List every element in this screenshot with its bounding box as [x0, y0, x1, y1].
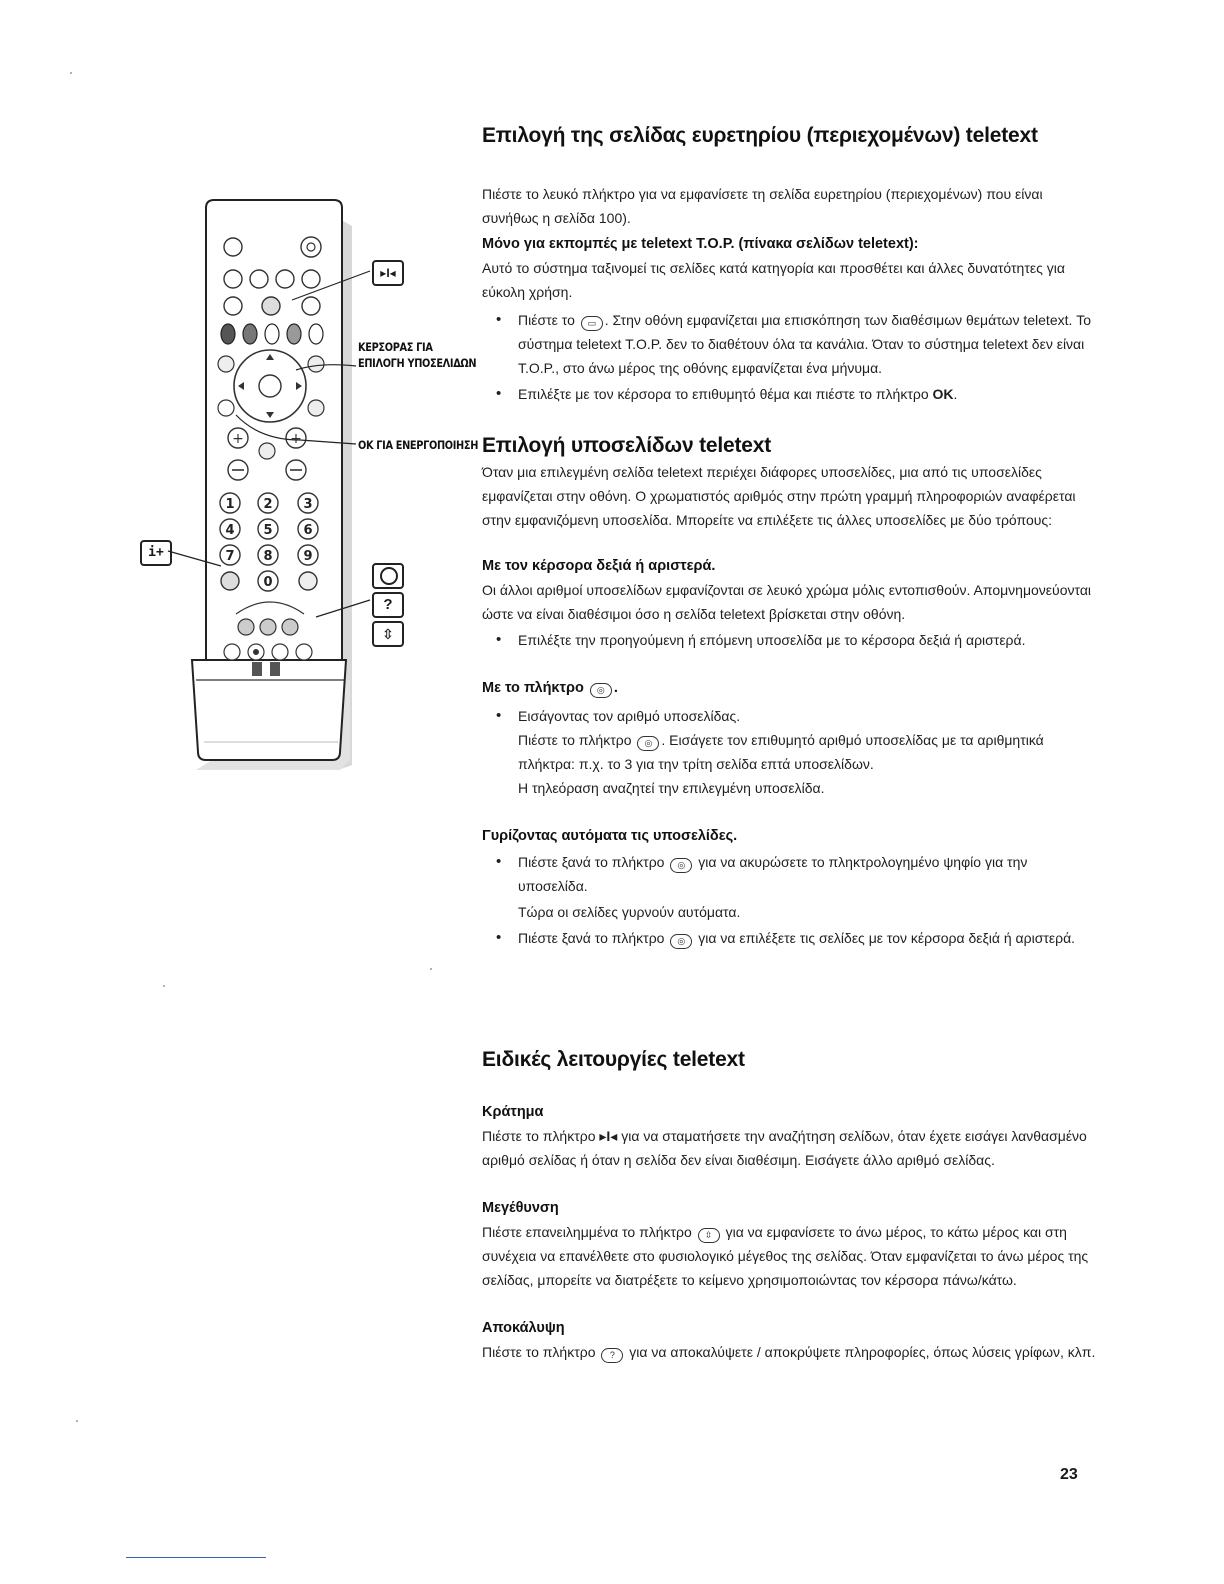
scan-speck — [70, 72, 72, 74]
hold-inline-icon: ▸I◂ — [599, 1128, 618, 1144]
subpage-key-inline-icon-4: ◎ — [670, 934, 692, 949]
svg-text:3: 3 — [303, 497, 313, 512]
enlarge-heading: Μεγέθυνση — [482, 1200, 559, 1216]
reveal-heading: Αποκάλυψη — [482, 1320, 565, 1336]
index-bullet-2: • Επιλέξτε με τον κέρσορα το επιθυμητό θέμα και πιέστε το πλήκτρο OK. — [482, 382, 1100, 406]
page-number: 23 — [1060, 1466, 1078, 1483]
cursor-heading: Με τον κέρσορα δεξιά ή αριστερά. — [482, 558, 716, 574]
section-special — [482, 1048, 1100, 1364]
section-title-subpages: Επιλογή υποσελίδων teletext — [482, 434, 772, 457]
enlarge-text: Πιέστε επανειλημμένα το πλήκτρο ⇳ για να εμφανίσετε το άνω μέρος, το κάτω μέρος και στη συνέχεια να επανέλθετε στο φυσιολογικό μέγεθος της σελίδας. Όταν εμφανίζεται το άνω μέρος της σελίδας, μπορείτε να διατρέξετε το κείμενο χρησιμοποιώντας τον κέρσορα πάνω/κάτω. — [482, 1224, 1089, 1288]
cursor-bullet: • Επιλέξτε την προηγούμενη ή επόμενη υποσελίδα με το κέρσορα δεξιά ή αριστερά. — [482, 628, 1100, 652]
subpage-key-heading: Με το πλήκτρο ◎ . — [482, 680, 618, 696]
enlarge-inline-icon: ⇳ — [698, 1228, 720, 1243]
key-bullet: • Εισάγοντας τον αριθμό υποσελίδας. — [482, 704, 1100, 728]
svg-text:2: 2 — [263, 497, 273, 512]
scan-speck — [76, 1420, 78, 1422]
auto-heading: Γυρίζοντας αυτόματα τις υποσελίδες. — [482, 828, 738, 844]
cursor-callout-label: ΚΕΡΣΟΡΑΣ ΓΙΑ ΕΠΙΛΟΓΗ ΥΠΟΣΕΛΙΔΩΝ — [358, 340, 477, 370]
scan-speck — [430, 968, 432, 970]
svg-text:4: 4 — [225, 523, 235, 538]
hold-key-icon: ▸I◂ — [372, 260, 404, 286]
reveal-inline-icon: ? — [601, 1348, 623, 1363]
svg-text:7: 7 — [225, 549, 235, 564]
scan-speck — [163, 985, 165, 987]
svg-text:9: 9 — [303, 549, 313, 564]
index-bullet-1: • Πιέστε το ▭ . Στην οθόνη εμφανίζεται μια επισκόπηση των διαθέσιμων θεμάτων teletext. Το σύστημα teletext T.O.P. δεν το διαθέτουν όλα τα κανάλια. Όταν το σύστημα teletext δεν είναι T.O.P., στο άνω μέρος της οθόνης εμφανίζεται ένα μήνυμα. — [482, 308, 1100, 380]
remote-control-illustration — [0, 0, 480, 800]
subpage-key-inline-icon-3: ◎ — [670, 858, 692, 873]
key-line-1: Πιέστε το πλήκτρο ◎ . Εισάγετε τον επιθυμητό αριθμό υποσελίδας με τα αριθμητικά πλήκτρα: π.χ. το 3 για την τρίτη σελίδα επτά υποσελίδων. — [518, 732, 1044, 772]
enlarge-key-icon: ⇳ — [372, 621, 404, 647]
section-title-index: Επιλογή της σελίδας ευρετηρίου (περιεχομένων) teletext — [482, 124, 1038, 147]
reveal-text: Πιέστε το πλήκτρο ? για να αποκαλύψετε / αποκρύψετε πληροφορίες, όπως λύσεις γρίφων, κλπ. — [482, 1340, 1100, 1364]
key-line-2: Η τηλεόραση αναζητεί την επιλεγμένη υποσελίδα. — [518, 780, 825, 796]
svg-text:5: 5 — [263, 523, 273, 538]
subpages-intro: Όταν μια επιλεγμένη σελίδα teletext περιέχει διάφορες υποσελίδες, μια από τις υποσελίδες εμφανίζεται στην οθόνη. Ο χρωματιστός αριθμός στην πρώτη γραμμή πληροφοριών αναφέρεται στην εμφανιζόμενη υποσελίδα. Μπορείτε να επιλέξετε τις άλλες υποσελίδες με δύο τρόπους: — [482, 464, 1076, 528]
index-intro: Πιέστε το λευκό πλήκτρο για να εμφανίσετε τη σελίδα ευρετηρίου (περιεχομένων) που είναι συνήθως η σελίδα 100). — [482, 186, 1043, 226]
auto-bullet-2: • Πιέστε ξανά το πλήκτρο ◎ για να επιλέξετε τις σελίδες με τον κέρσορα δεξιά ή αριστερά. — [482, 926, 1100, 950]
svg-text:+: + — [232, 431, 244, 447]
section-subpages — [482, 434, 1100, 950]
auto-line: Τώρα οι σελίδες γυρνούν αυτόματα. — [518, 904, 741, 920]
ok-callout-label: ΟΚ ΓΙΑ ΕΝΕΡΓΟΠΟΙΗΣΗ — [358, 438, 479, 452]
cursor-text: Οι άλλοι αριθμοί υποσελίδων εμφανίζονται σε λευκό χρώμα μόλις εντοπισθούν. Απομνημονεύονται ώστε να είναι διαθέσιμοι όσο η σελίδα teletext βρίσκεται στην οθόνη. — [482, 582, 1092, 622]
hold-heading: Κράτημα — [482, 1104, 544, 1120]
svg-text:8: 8 — [263, 549, 273, 564]
section-index — [482, 124, 1100, 406]
footnote-rule — [126, 1557, 266, 1558]
svg-text:0: 0 — [263, 575, 273, 590]
subpage-key-inline-icon-2: ◎ — [637, 736, 659, 751]
reveal-key-icon: ? — [372, 592, 404, 618]
auto-bullet-1: • Πιέστε ξανά το πλήκτρο ◎ για να ακυρώσετε το πληκτρολογημένο ψηφίο για την υποσελίδα. — [482, 850, 1100, 898]
svg-text:6: 6 — [303, 523, 313, 538]
top-text: Αυτό το σύστημα ταξινομεί τις σελίδες κατά κατηγορία και προσθέτει και άλλες δυνατότητες για εύκολη χρήση. — [482, 260, 1065, 300]
top-heading: Μόνο για εκπομπές με teletext T.O.P. (πίνακα σελίδων teletext): — [482, 236, 919, 252]
section-title-special: Ειδικές λειτουργίες teletext — [482, 1048, 745, 1071]
hold-text: Πιέστε το πλήκτρο ▸I◂ για να σταματήσετε την αναζήτηση σελίδων, όταν έχετε εισάγει λανθασμένο αριθμό σελίδας ή όταν η σελίδα δεν είναι διαθέσιμη. Εισάγετε άλλο αριθμό σελίδας. — [482, 1128, 1087, 1168]
info-key-icon: i+ — [140, 540, 172, 566]
subpage-key-icon — [372, 563, 404, 589]
svg-text:1: 1 — [225, 497, 235, 512]
svg-text:+: + — [290, 431, 302, 447]
top-key-icon: ▭ — [581, 316, 603, 331]
subpage-key-inline-icon: ◎ — [590, 683, 612, 698]
